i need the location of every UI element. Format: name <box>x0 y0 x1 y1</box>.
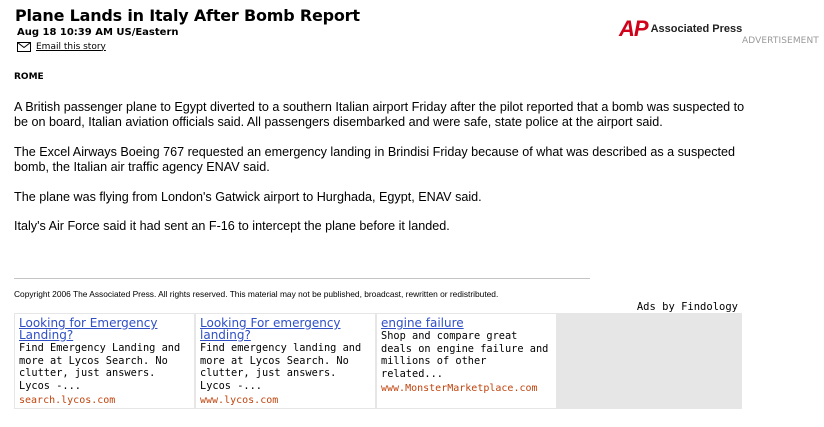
ad-item[interactable] <box>15 314 194 408</box>
ads-empty-space <box>558 314 741 408</box>
article-paragraph: The Excel Airways Boeing 767 requested an emergency landing in Brindisi Friday because of what was described as a suspected bomb, the Italian air traffic agency ENAV said. <box>14 144 736 175</box>
email-story-row[interactable] <box>17 40 106 53</box>
ad-item[interactable] <box>377 314 556 408</box>
ad-title-link[interactable]: Looking For emergency landing? <box>200 316 341 342</box>
ad-title-link[interactable]: Looking for Emergency Landing? <box>19 316 158 342</box>
envelope-icon[interactable] <box>17 42 31 52</box>
ad-title-link[interactable]: engine failure <box>381 316 464 330</box>
ad-url[interactable]: www.lycos.com <box>200 395 279 406</box>
ad-description: Find Emergency Landing and more at Lycos Search. No clutter, just answers. Lycos -... <box>19 342 181 392</box>
article-dateline: Aug 18 10:39 AM US/Eastern <box>17 27 179 38</box>
ad-item[interactable] <box>196 314 375 408</box>
ad-url[interactable]: search.lycos.com <box>19 395 116 406</box>
copyright-notice: Copyright 2006 The Associated Press. All rights reserved. This material may not be published, broadcast, rewritten or redistributed. <box>14 289 499 299</box>
article-location: ROME <box>14 72 44 82</box>
ap-logo-mark: AP <box>619 16 648 41</box>
advertisement-label: ADVERTISEMENT <box>742 36 819 46</box>
article-paragraph: Italy's Air Force said it had sent an F-16 to intercept the plane before it landed. <box>14 219 450 234</box>
ad-url[interactable]: www.MonsterMarketplace.com <box>381 383 538 394</box>
ad-description: Find emergency landing and more at Lycos Search. No clutter, just answers. Lycos -... <box>200 342 362 392</box>
ads-container <box>14 313 742 409</box>
article-body <box>14 100 749 248</box>
email-story-link[interactable]: Email this story <box>36 41 106 52</box>
ap-logo[interactable] <box>619 18 742 40</box>
ads-by-label[interactable]: Ads by Findology <box>636 301 738 313</box>
article-paragraph: The plane was flying from London's Gatwick airport to Hurghada, Egypt, ENAV said. <box>14 189 482 204</box>
ap-logo-name: Associated Press <box>650 23 743 35</box>
divider <box>14 278 590 279</box>
article-paragraph: A British passenger plane to Egypt diverted to a southern Italian airport Friday after the pilot reported that a bomb was suspected to be on board, Italian aviation officials said. All passengers disembarked and were safe, state police at the airport said. <box>14 100 745 130</box>
ad-description: Shop and compare great deals on engine failure and millions of other related... <box>381 330 549 380</box>
article-headline: Plane Lands in Italy After Bomb Report <box>15 6 360 25</box>
